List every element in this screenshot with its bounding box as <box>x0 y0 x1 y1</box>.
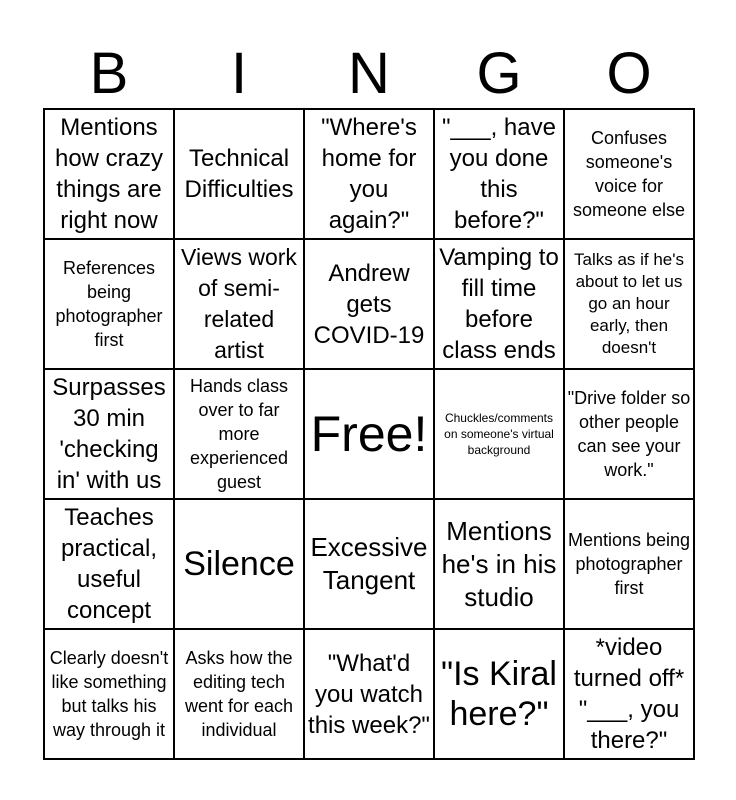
cell-text: Andrew gets COVID-19 <box>313 259 425 349</box>
bingo-cell[interactable] <box>174 499 304 629</box>
bingo-cell[interactable] <box>434 369 564 499</box>
cell-text: *video turned off* "___, you there?" <box>573 634 685 754</box>
cell-text: "Drive folder so other people can see your work." <box>567 388 691 480</box>
bingo-cell[interactable] <box>44 239 174 369</box>
cell-text: Silence <box>183 545 295 583</box>
header-letter-n: N <box>348 41 390 106</box>
bingo-cell[interactable] <box>44 629 174 759</box>
bingo-cell[interactable] <box>44 499 174 629</box>
cell-text: Vamping to fill time before class ends <box>439 244 559 364</box>
bingo-cell[interactable] <box>434 239 564 369</box>
bingo-cell[interactable] <box>174 109 304 239</box>
cell-text: Confuses someone's voice for someone else <box>572 128 686 220</box>
bingo-cell[interactable] <box>564 499 694 629</box>
cell-text: Mentions he's in his studio <box>441 515 557 612</box>
cell-text: Mentions how crazy things are right now <box>54 114 164 234</box>
header-letter-i: I <box>230 41 248 106</box>
bingo-cell[interactable] <box>564 109 694 239</box>
cell-text: "Where's home for you again?" <box>321 114 417 234</box>
header-letter-o: O <box>606 41 652 106</box>
cell-text: Technical Difficulties <box>184 145 294 203</box>
bingo-cell[interactable] <box>44 369 174 499</box>
bingo-cell[interactable] <box>434 109 564 239</box>
bingo-cell[interactable] <box>434 629 564 759</box>
cell-text: Talks as if he's about to let us go an hour early, then doesn't <box>573 250 684 357</box>
board-row-1 <box>44 109 694 239</box>
bingo-cell[interactable] <box>564 629 694 759</box>
cell-text: Teaches practical, useful concept <box>60 504 158 624</box>
bingo-cell[interactable] <box>174 629 304 759</box>
bingo-cell[interactable] <box>304 239 434 369</box>
cell-text: Asks how the editing tech went for each individual <box>184 648 294 740</box>
bingo-cell[interactable] <box>304 629 434 759</box>
bingo-cell[interactable] <box>564 239 694 369</box>
bingo-cell[interactable] <box>304 109 434 239</box>
bingo-header <box>44 40 694 108</box>
cell-text: Chuckles/comments on someone's virtual background <box>444 411 554 457</box>
board-row-4 <box>44 499 694 629</box>
cell-text: "What'd you watch this week?" <box>308 649 430 739</box>
cell-text: "Is Kiral here?" <box>441 655 557 733</box>
bingo-cell[interactable] <box>304 499 434 629</box>
header-letter-b: B <box>89 41 129 106</box>
bingo-cell[interactable] <box>174 369 304 499</box>
cell-text: References being photographer first <box>55 258 163 350</box>
header-letter-g: G <box>476 41 522 106</box>
cell-text: Hands class over to far more experienced guest <box>189 376 289 492</box>
free-space[interactable] <box>304 369 434 499</box>
cell-text: Clearly doesn't like something but talks his way through it <box>49 648 169 740</box>
bingo-cell[interactable] <box>44 109 174 239</box>
cell-text: Surpasses 30 min 'checking in' with us <box>52 374 166 494</box>
cell-text: Views work of semi-related artist <box>181 244 297 363</box>
bingo-cell[interactable] <box>564 369 694 499</box>
board-row-2 <box>44 239 694 369</box>
cell-text: Excessive Tangent <box>310 532 428 595</box>
bingo-cell[interactable] <box>174 239 304 369</box>
cell-text: "___, have you done this before?" <box>442 114 556 234</box>
bingo-cell[interactable] <box>434 499 564 629</box>
board-row-3 <box>44 369 694 499</box>
cell-text: Mentions being photographer first <box>567 530 691 598</box>
board-row-5 <box>44 629 694 759</box>
cell-text: Free! <box>310 406 428 462</box>
bingo-board <box>43 108 695 760</box>
